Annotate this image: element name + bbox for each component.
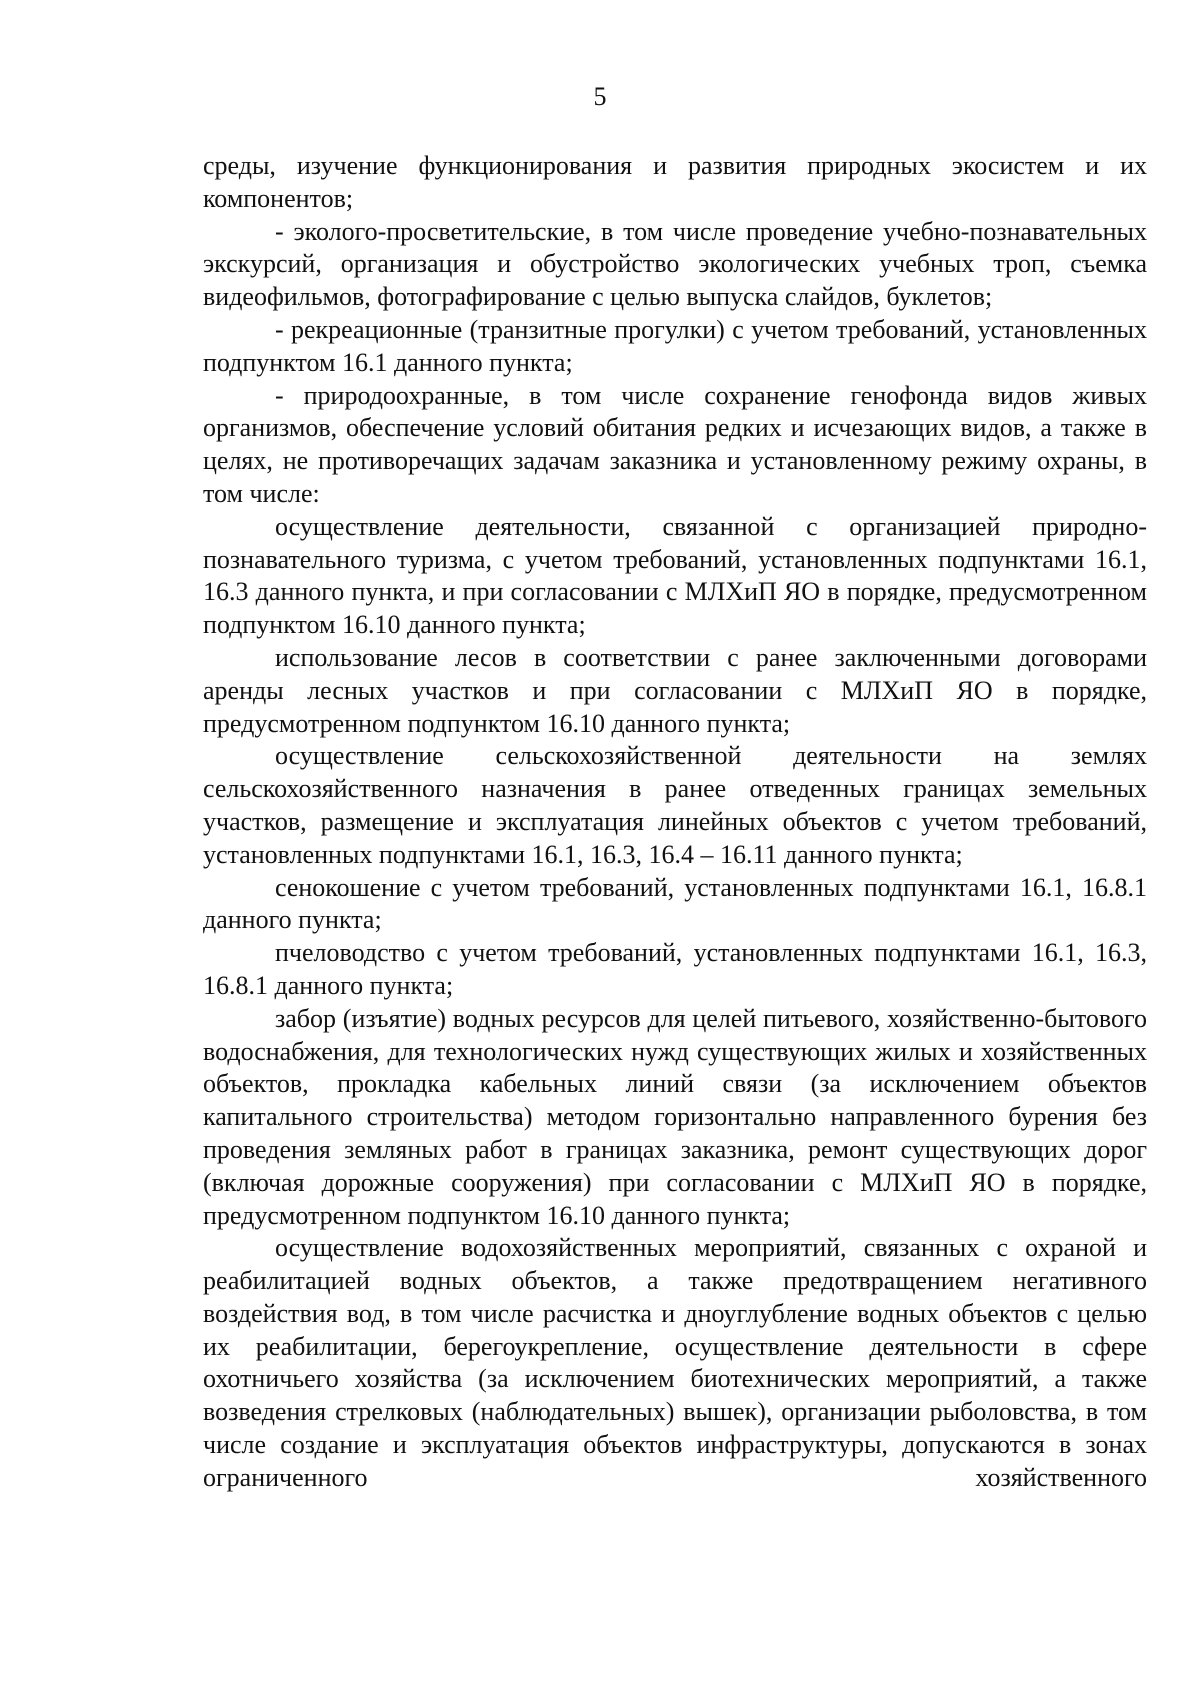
paragraph: - рекреационные (транзитные прогулки) с учетом требований, установленных подпунктом 16.1 данного пункта; xyxy=(203,314,1147,377)
paragraph: осуществление деятельности, связанной с организацией природно-познавательного туризма, с учетом требований, установленных подпунктами 16.1, 16.3 данного пункта, и при согласовании с МЛХиП ЯО в порядке, предусмотренном подпунктом 16.10 данного пункта; xyxy=(203,511,1147,640)
paragraph: среды, изучение функционирования и развития природных экосистем и их компонентов; xyxy=(203,151,1147,213)
paragraph: использование лесов в соответствии с ранее заключенными договорами аренды лесных участков и при согласовании с МЛХиП ЯО в порядке, предусмотренном подпунктом 16.10 данного пункта; xyxy=(203,642,1147,738)
paragraph: сенокошение с учетом требований, установленных подпунктами 16.1, 16.8.1 данного пункта; xyxy=(203,872,1147,935)
paragraph: осуществление сельскохозяйственной деятельности на землях сельскохозяйственного назначения в ранее отведенных границах земельных участков, размещение и эксплуатация линейных объектов с учетом требований, установленных подпунктами 16.1, 16.3, 16.4 – 16.11 данного пункта; xyxy=(203,741,1147,869)
document-body xyxy=(203,150,1147,1495)
page-number: 5 xyxy=(593,82,607,111)
paragraph: - природоохранные, в том числе сохранение генофонда видов живых организмов, обеспечение условий обитания редких и исчезающих видов, а также в целях, не противоречащих задачам заказника и установленному режиму охраны, в том числе: xyxy=(203,380,1147,508)
paragraph: осуществление водохозяйственных мероприятий, связанных с охраной и реабилитацией водных объектов, а также предотвращением негативного воздействия вод, в том числе расчистка и дноуглубление водных объектов с целью их реабилитации, берегоукрепление, осуществление деятельности в сфере охотничьего хозяйства (за исключением биотехнических мероприятий, а также возведения стрелковых (наблюдательных) вышек), организации рыболовства, в том числе создание и эксплуатация объектов инфраструктуры, допускаются в зонах ограниченного хозяйственного xyxy=(203,1233,1147,1492)
paragraph: пчеловодство с учетом требований, установленных подпунктами 16.1, 16.3, 16.8.1 данного пункта; xyxy=(203,938,1147,1000)
paragraph: - эколого-просветительские, в том числе проведение учебно-познавательных экскурсий, организация и обустройство экологических учебных троп, съемка видеофильмов, фотографирование с целью выпуска слайдов, буклетов; xyxy=(203,216,1147,312)
paragraph: забор (изъятие) водных ресурсов для целей питьевого, хозяйственно-бытового водоснабжения, для технологических нужд существующих жилых и хозяйственных объектов, прокладка кабельных линий связи (за исключением объектов капитального строительства) методом горизонтально направленного бурения без проведения земляных работ в границах заказника, ремонт существующих дорог (включая дорожные сооружения) при согласовании с МЛХиП ЯО в порядке, предусмотренном подпунктом 16.10 данного пункта; xyxy=(203,1003,1147,1230)
